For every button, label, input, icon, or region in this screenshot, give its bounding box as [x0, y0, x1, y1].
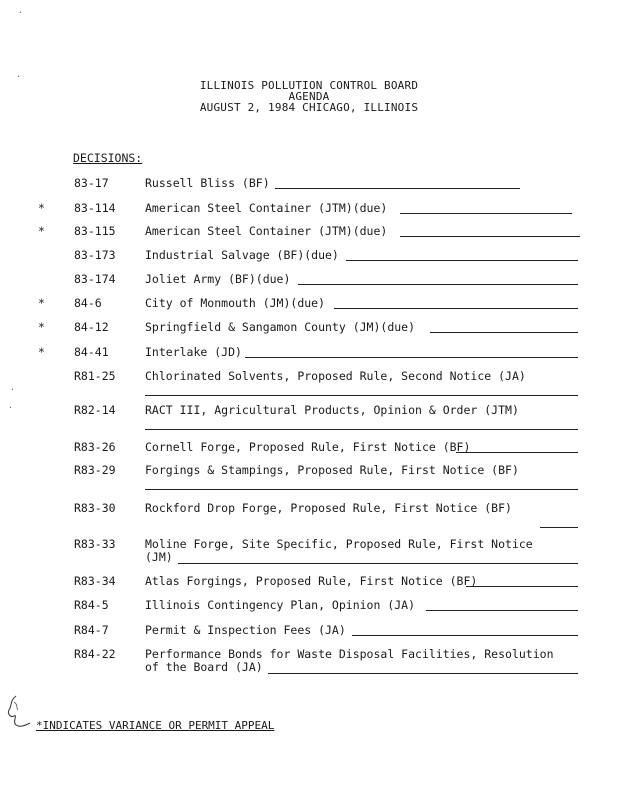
case-description: American Steel Container (JTM)(due) [145, 224, 388, 238]
docket-number: 84-12 [74, 320, 109, 334]
case-description: Cornell Forge, Proposed Rule, First Notice (BF) [145, 440, 471, 454]
signature-line [145, 395, 578, 396]
footer-note: *INDICATES VARIANCE OR PERMIT APPEAL [36, 719, 275, 732]
case-description: Forgings & Stampings, Proposed Rule, First Notice (BF) [145, 463, 519, 477]
case-description: Illinois Contingency Plan, Opinion (JA) [145, 598, 416, 612]
docket-number: R83-33 [74, 537, 116, 551]
signature-line [346, 260, 578, 261]
case-description: RACT III, Agricultural Products, Opinion & Order (JTM) [145, 403, 519, 417]
signature-line [426, 610, 578, 611]
case-description: Chlorinated Solvents, Proposed Rule, Second Notice (JA) [145, 369, 526, 383]
agenda-item [0, 537, 618, 567]
section-title-decisions: DECISIONS: [73, 151, 143, 165]
docket-number: R84-22 [74, 647, 116, 661]
signature-line [466, 586, 578, 587]
docket-number: R81-25 [74, 369, 116, 383]
case-description: Performance Bonds for Waste Disposal Facilities, Resolution [145, 647, 554, 661]
variance-marker: * [38, 320, 45, 334]
agenda-item [0, 369, 618, 399]
signature-line [145, 429, 578, 430]
case-description: Moline Forge, Site Specific, Proposed Rule, First Notice [145, 537, 533, 551]
variance-marker: * [38, 296, 45, 310]
docket-number: 83-114 [74, 201, 116, 215]
signature-line [178, 563, 578, 564]
variance-marker: * [38, 345, 45, 359]
scan-speck: · [18, 8, 23, 17]
docket-number: R82-14 [74, 403, 116, 417]
docket-number: R83-30 [74, 501, 116, 515]
meeting-date-location: AUGUST 2, 1984 CHICAGO, ILLINOIS [199, 101, 419, 114]
signature-line [400, 236, 580, 237]
docket-number: 83-115 [74, 224, 116, 238]
agenda-item [0, 463, 618, 493]
case-description-continued: (JM) [145, 550, 173, 564]
signature-line [298, 284, 578, 285]
scan-speck: · [10, 385, 15, 394]
board-name: ILLINOIS POLLUTION CONTROL BOARD [199, 79, 419, 92]
signature-line [456, 452, 578, 453]
case-description: Industrial Salvage (BF)(due) [145, 248, 339, 262]
case-description: Atlas Forgings, Proposed Rule, First Notice (BF) [145, 574, 478, 588]
scan-speck: · [16, 72, 21, 81]
docket-number: 83-17 [74, 176, 109, 190]
case-description: City of Monmouth (JM)(due) [145, 296, 326, 310]
case-description: Rockford Drop Forge, Proposed Rule, First Notice (BF) [145, 501, 512, 515]
case-description: Permit & Inspection Fees (JA) [145, 623, 346, 637]
signature-line [145, 489, 578, 490]
margin-mark-icon [6, 692, 32, 732]
agenda-item [0, 403, 618, 433]
case-description: Springfield & Sangamon County (JM)(due) [145, 320, 416, 334]
signature-line [540, 527, 578, 528]
docket-number: 84-41 [74, 345, 109, 359]
case-description-continued: of the Board (JA) [145, 660, 263, 674]
signature-line [334, 308, 578, 309]
docket-number: 83-173 [74, 248, 116, 262]
variance-marker: * [38, 201, 45, 215]
docket-number: R84-7 [74, 623, 109, 637]
case-description: American Steel Container (JTM)(due) [145, 201, 388, 215]
docket-number: 83-174 [74, 272, 116, 286]
docket-number: R83-34 [74, 574, 116, 588]
case-description: Joliet Army (BF)(due) [145, 272, 291, 286]
docket-number: 84-6 [74, 296, 102, 310]
variance-marker: * [38, 224, 45, 238]
agenda-item [0, 647, 618, 677]
agenda-item [0, 501, 618, 531]
case-description: Interlake (JD) [145, 345, 242, 359]
signature-line [245, 357, 578, 358]
signature-line [268, 673, 578, 674]
case-description: Russell Bliss (BF) [145, 176, 270, 190]
signature-line [430, 332, 578, 333]
docket-number: R83-29 [74, 463, 116, 477]
docket-number: R84-5 [74, 598, 109, 612]
signature-line [400, 213, 572, 214]
signature-line [275, 188, 520, 189]
agenda-title: AGENDA [288, 90, 330, 103]
scan-speck: · [8, 403, 13, 412]
signature-line [352, 635, 578, 636]
docket-number: R83-26 [74, 440, 116, 454]
